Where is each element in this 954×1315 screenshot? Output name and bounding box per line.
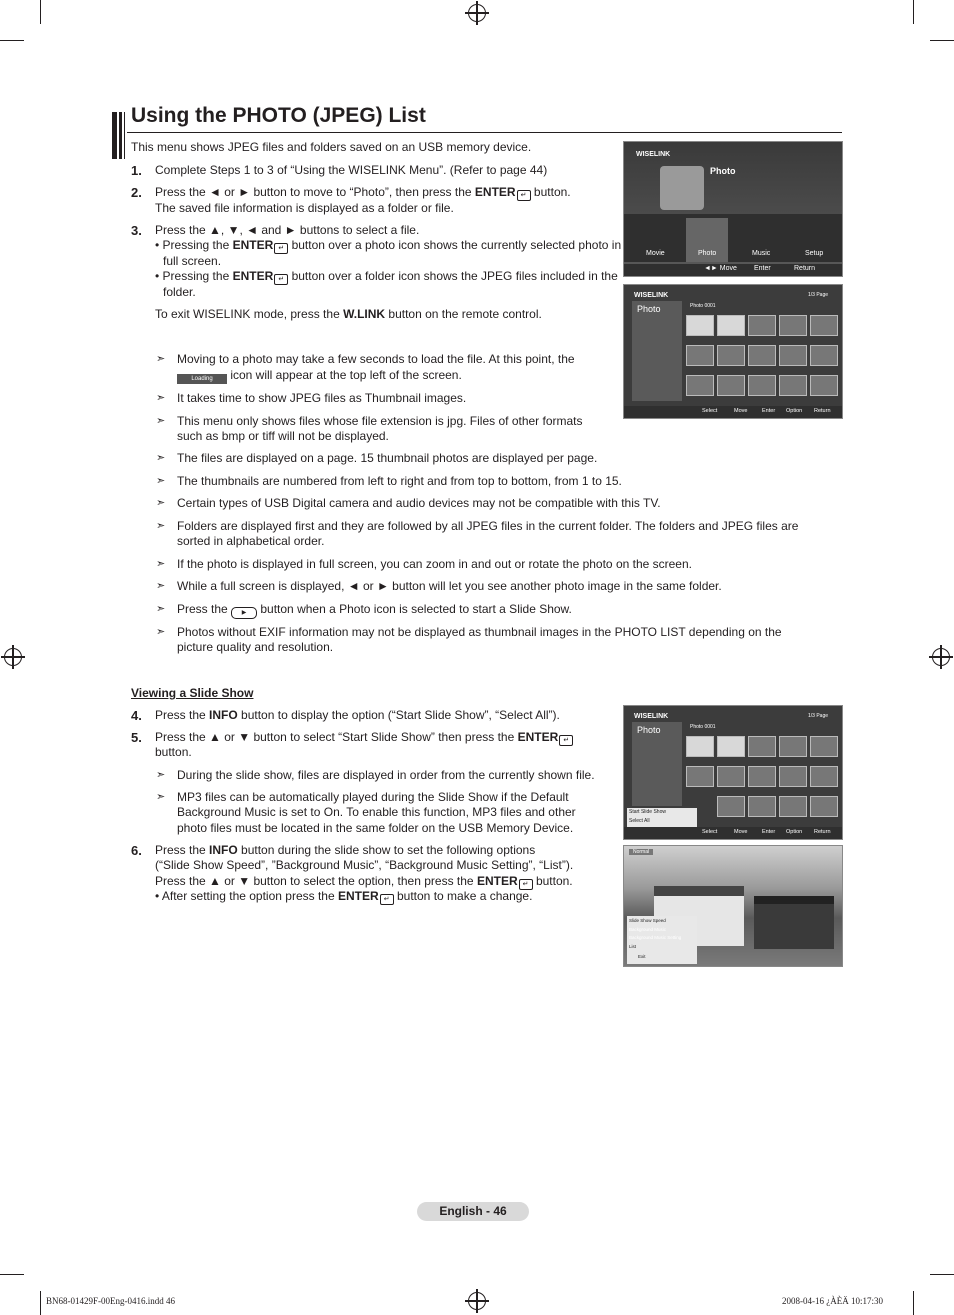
step-number: 1. xyxy=(131,163,142,178)
folder-path: Photo 0001 xyxy=(690,303,716,309)
menu-item-movie: Movie xyxy=(646,250,665,257)
step-text: Press the ◄ or ► button to move to “Photo”, then press the ENTER ↵ button. xyxy=(155,185,571,199)
menu-item-exit: Exit xyxy=(638,954,646,959)
menu-item-music: Music xyxy=(752,250,771,257)
crop-mark xyxy=(913,0,914,24)
section-heading: Viewing a Slide Show xyxy=(131,686,254,700)
registration-mark xyxy=(932,648,950,666)
menu-item-setup: Setup xyxy=(805,250,824,257)
registration-mark xyxy=(4,648,22,666)
note: ➣ MP3 files can be automatically played during the Slide Show if the Default xyxy=(156,790,569,804)
enter-icon: ↵ xyxy=(274,243,288,254)
step-text: Press the ▲ or ▼ button to select “Start Slide Show” then press the ENTER ↵ xyxy=(155,730,573,746)
bullet-text: folder. xyxy=(163,285,196,299)
note: ➣ If the photo is displayed in full screen, you can zoom in and out or rotate the photo on the screen. xyxy=(156,557,692,571)
screen-heading: Photo xyxy=(637,304,661,314)
page-title: Using the PHOTO (JPEG) List xyxy=(131,104,426,127)
menu-item-select-all: Select All xyxy=(629,818,650,824)
bullet-text: • Pressing the ENTER ↵ button over a folder icon shows the JPEG files included in the xyxy=(155,269,618,283)
note: ➣ During the slide show, files are displayed in order from the currently shown file. xyxy=(156,768,595,782)
hint-enter: Enter xyxy=(754,265,771,272)
step-text: Press the ▲ or ▼ button to select the option, then press the ENTER ↵ button. xyxy=(155,874,573,888)
note: sorted in alphabetical order. xyxy=(177,534,325,548)
exit-text: To exit WISELINK mode, press the W.LINK button on the remote control. xyxy=(155,307,542,321)
note: ➣ Certain types of USB Digital camera and audio devices may not be compatible with this TV. xyxy=(156,496,661,510)
step-number: 3. xyxy=(131,223,142,238)
hint-enter: Enter xyxy=(762,408,776,414)
menu-item-background-music-setting: Background Music Setting xyxy=(629,935,682,940)
screen-heading: Photo xyxy=(710,166,736,176)
crop-mark xyxy=(913,1291,914,1315)
crop-mark xyxy=(0,1274,24,1275)
step-text: The saved file information is displayed as a folder or file. xyxy=(155,201,454,215)
intro-text: This menu shows JPEG files and folders saved on an USB memory device. xyxy=(131,140,532,154)
step-number: 5. xyxy=(131,730,142,745)
title-rule xyxy=(127,132,842,133)
page-number: English - 46 xyxy=(417,1202,529,1221)
step-text: Press the ▲, ▼, ◄ and ► buttons to select a file. xyxy=(155,223,420,237)
note: ➣ Folders are displayed first and they are followed by all JPEG files in the current folder. The folders and JPEG files are xyxy=(156,519,799,533)
note: ➣ Press the ▶ button when a Photo icon is selected to start a Slide Show. xyxy=(177,602,572,619)
slideshow-screenshot xyxy=(623,845,843,967)
step-text: (“Slide Show Speed”, ”Background Music”, “Background Music Setting”, “List”). xyxy=(155,858,574,872)
registration-mark xyxy=(468,4,486,22)
page-indicator: 1/3 Page xyxy=(808,292,829,298)
crop-mark xyxy=(930,40,954,41)
step-text: Complete Steps 1 to 3 of “Using the WISELINK Menu”. (Refer to page 44) xyxy=(155,163,548,177)
note: ➣ Moving to a photo may take a few seconds to load the file. At this point, the xyxy=(156,352,575,366)
note: ➣ While a full screen is displayed, ◄ or ► button will let you see another photo image in the same folder. xyxy=(156,579,722,593)
bullet-text: full screen. xyxy=(163,254,222,268)
step-text: Press the INFO button during the slide show to set the following options xyxy=(155,843,536,857)
slideshow-option-screenshot: WISELINK 1/3 Page Photo Photo 0001 Start Slide Show Select All Select Move Enter Option Return xyxy=(623,705,843,840)
wiselink-main-screenshot xyxy=(623,141,843,277)
enter-icon: ↵ xyxy=(274,274,288,285)
brand-logo: WISELINK xyxy=(636,151,671,158)
hint-select: Select xyxy=(702,408,718,414)
menu-item-background-music: Background Music xyxy=(629,927,667,932)
note: photo files must be located in the same folder on the USB Memory Device. xyxy=(177,821,574,835)
step-text: • After setting the option press the ENTER ↵ button to make a change. xyxy=(155,889,533,903)
note: ➣ This menu only shows files whose file extension is jpg. Files of other formats xyxy=(156,414,583,428)
play-icon: ▶ xyxy=(231,607,257,619)
menu-item-photo: Photo xyxy=(698,250,717,257)
menu-item-list: List xyxy=(629,944,637,949)
crop-mark xyxy=(40,0,41,24)
file-info: BN68-01429F-00Eng-0416.indd 46 xyxy=(46,1296,175,1306)
note: ➣ The thumbnails are numbered from left to right and from top to bottom, from 1 to 15. xyxy=(156,474,622,488)
crop-mark xyxy=(40,1291,41,1315)
registration-mark xyxy=(468,1292,486,1310)
brand-logo: WISELINK xyxy=(634,292,669,299)
enter-icon: ↵ xyxy=(519,879,533,890)
loading-icon: Loading xyxy=(177,374,227,384)
step-number: 6. xyxy=(131,843,142,858)
menu-item-start-slide-show: Start Slide Show xyxy=(629,809,666,815)
note: ➣ Photos without EXIF information may not be displayed as thumbnail images in the PHOTO LIST depending on the xyxy=(156,625,782,639)
hint-move: ◄► Move xyxy=(704,265,737,272)
note: picture quality and resolution. xyxy=(177,640,334,654)
timestamp: 2008-04-16 ¿ÀÈÄ 10:17:30 xyxy=(782,1296,883,1306)
note: such as bmp or tiff will not be displayed. xyxy=(177,429,389,443)
enter-icon: ↵ xyxy=(380,894,394,905)
photo-list-screenshot xyxy=(623,284,843,419)
step-number: 2. xyxy=(131,185,142,200)
enter-icon: ↵ xyxy=(559,735,573,746)
menu-item-slide-show-speed: Slide Show Speed xyxy=(629,918,666,923)
camera-icon xyxy=(660,166,704,210)
crop-mark xyxy=(0,40,24,41)
crop-mark xyxy=(930,1274,954,1275)
step-number: 4. xyxy=(131,708,142,723)
step-text: Press the INFO button to display the option (“Start Slide Show”, “Select All”). xyxy=(155,708,560,722)
hint-option: Option xyxy=(786,408,803,414)
note: Background Music is set to On. To enable this function, MP3 files and other xyxy=(177,805,576,819)
hint-move: Move xyxy=(734,408,748,414)
hint-return: Return xyxy=(794,265,816,272)
note: ➣ It takes time to show JPEG files as Thumbnail images. xyxy=(156,391,467,405)
note: ➣ The files are displayed on a page. 15 thumbnail photos are displayed per page. xyxy=(156,451,598,465)
note: Loading icon will appear at the top left of the screen. xyxy=(177,368,462,384)
speed-badge: Normal xyxy=(629,849,653,855)
enter-icon: ↵ xyxy=(517,190,531,201)
step-text: button. xyxy=(155,745,192,759)
hint-return: Return xyxy=(814,408,831,414)
bullet-text: • Pressing the ENTER ↵ button over a photo icon shows the currently selected photo in xyxy=(155,238,622,252)
